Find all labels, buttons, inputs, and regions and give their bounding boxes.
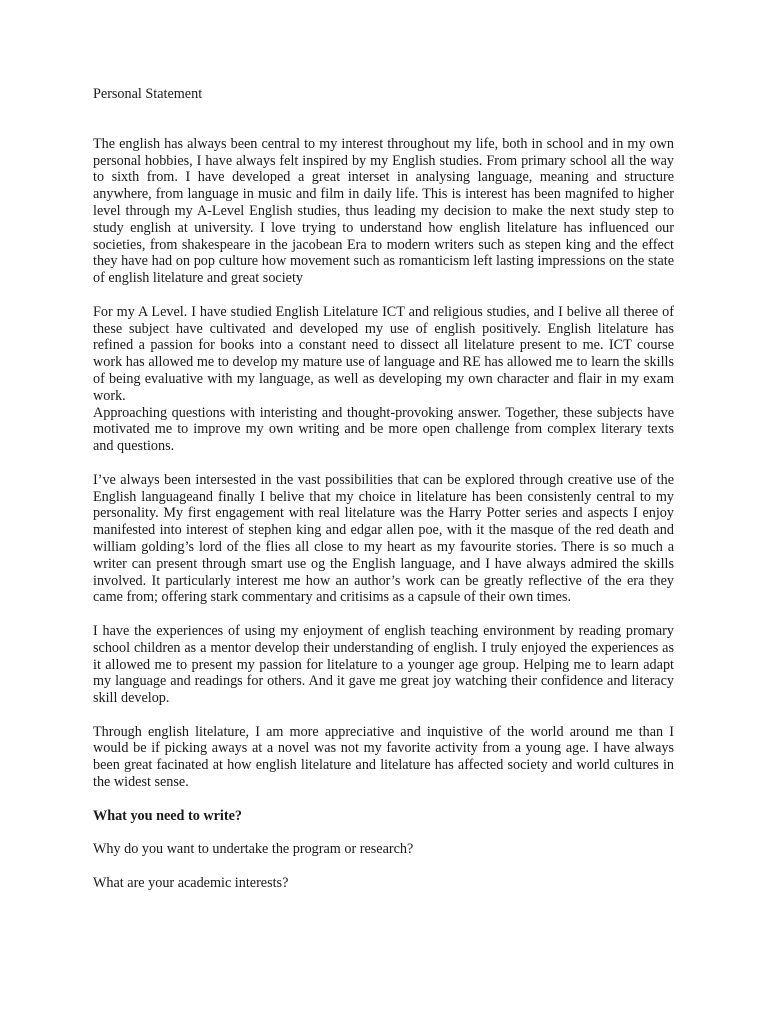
question-academic-interests: What are your academic interests? [93, 874, 289, 891]
document-title: Personal Statement [93, 86, 203, 102]
paragraph-experiences: I have the experiences of using my enjoyment of english teaching environment by reading promary school children as a mentor develop their understanding of english. I truly enjoyed the experiences as it allowed me to present my passion for litelature to a younger age group. Helping me to learn adapt my language and readings for others. And it gave me great joy watching their confidence and literacy skill develop. [93, 622, 674, 707]
paragraph-approaching: Approaching questions with interisting and thought-provoking answer. Together, these subjects have motivated me to improve my own writing and be more open challenge from complex literary texts and questions. [93, 404, 674, 455]
paragraph-a-level: For my A Level. I have studied English Litelature ICT and religious studies, and I belive all theree of these subject have cultivated and developed my use of english positively. English litelature has refined a passion for books into a constant need to dissect all litelature present to me. ICT course work has allowed me to develop my mature use of language and RE has allowed me to learn the skills of being evaluative with my language, as well as developing my own character and flair in my exam work. [93, 303, 674, 404]
paragraph-intro: The english has always been central to my interest throughout my life, both in school and in my own personal hobbies, I have always felt inspired by my English studies. From primary school all the way to sixth from. I have developed a great interset in analysing language, meaning and structure anywhere, from language in music and film in daily life. This is interest has been magnifed to higher level through my A-Level English studies, thus leading my decision to make the next study step to study english at university. I love trying to understand how english litelature has influenced our societies, from shakespeare in the jacobean Era to modern writers such as stepen king and the effect they have had on pop culture how movement such as romanticism left lasting impressions on the state of english litelature and great society [93, 135, 674, 287]
paragraph-conclusion: Through english litelature, I am more appreciative and inquistive of the world around me than I would be if picking aways at a novel was not my favorite activity from a young age. I have always been great facinated at how english litelature and litelature has affected society and world cultures in the widest sense. [93, 723, 674, 791]
paragraph-creative-use: I’ve always been intersested in the vast possibilities that can be explored through creative use of the English languageand finally I belive that my choice in litelature has been consistenly central to my personality. My first engagement with real litelature was the Harry Potter series and aspects I enjoy manifested into interest of stephen king and edgar allen poe, with it the masque of the red death and william golding’s lord of the flies all close to my heart as my favourite stories. There is so much a writer can present through smart use og the English language, and I have always admired the skills involved. It particularly interest me how an author’s work can be greatly reflective of the era they came from; offering stark commentary and critisims as a capsule of their own times. [93, 471, 674, 606]
question-why-program: Why do you want to undertake the program or research? [93, 841, 414, 858]
prompt-heading: What you need to write? [93, 807, 242, 824]
document-page [93, 86, 674, 908]
